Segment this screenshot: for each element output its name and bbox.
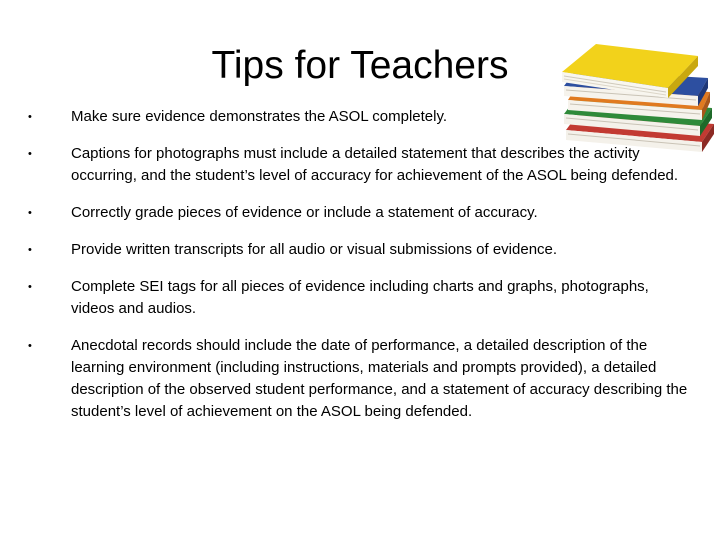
tips-list bbox=[28, 106, 688, 438]
slide-title: Tips for Teachers bbox=[211, 44, 509, 87]
bullet-icon: • bbox=[28, 340, 32, 352]
tip-text: Provide written transcripts for all audio or visual submissions of evidence. bbox=[71, 241, 558, 258]
tip-item bbox=[28, 106, 688, 128]
tip-text: Make sure evidence demonstrates the ASOL completely. bbox=[71, 108, 448, 125]
tip-text: Captions for photographs must include a detailed statement that describes the activity occurring, and the student’s level of accuracy for achievement of the ASOL being defended. bbox=[71, 145, 679, 184]
bullet-icon: • bbox=[28, 244, 32, 256]
tip-item bbox=[28, 276, 688, 320]
bullet-icon: • bbox=[28, 111, 32, 123]
tip-text: Correctly grade pieces of evidence or include a statement of accuracy. bbox=[71, 204, 538, 221]
tip-item bbox=[28, 239, 688, 261]
bullet-icon: • bbox=[28, 207, 32, 219]
tip-item bbox=[28, 202, 688, 224]
tip-item bbox=[28, 143, 688, 187]
tip-text: Complete SEI tags for all pieces of evidence including charts and graphs, photographs, videos and audios. bbox=[71, 278, 649, 317]
bullet-icon: • bbox=[28, 148, 32, 160]
tip-item bbox=[28, 335, 688, 423]
tip-text: Anecdotal records should include the date of performance, a detailed description of the learning environment (including instructions, materials and prompts provided), a detailed description of the observed student performance, and a statement of accuracy describing the student’s level of achievement on the ASOL being defended. bbox=[71, 337, 688, 420]
bullet-icon: • bbox=[28, 281, 32, 293]
